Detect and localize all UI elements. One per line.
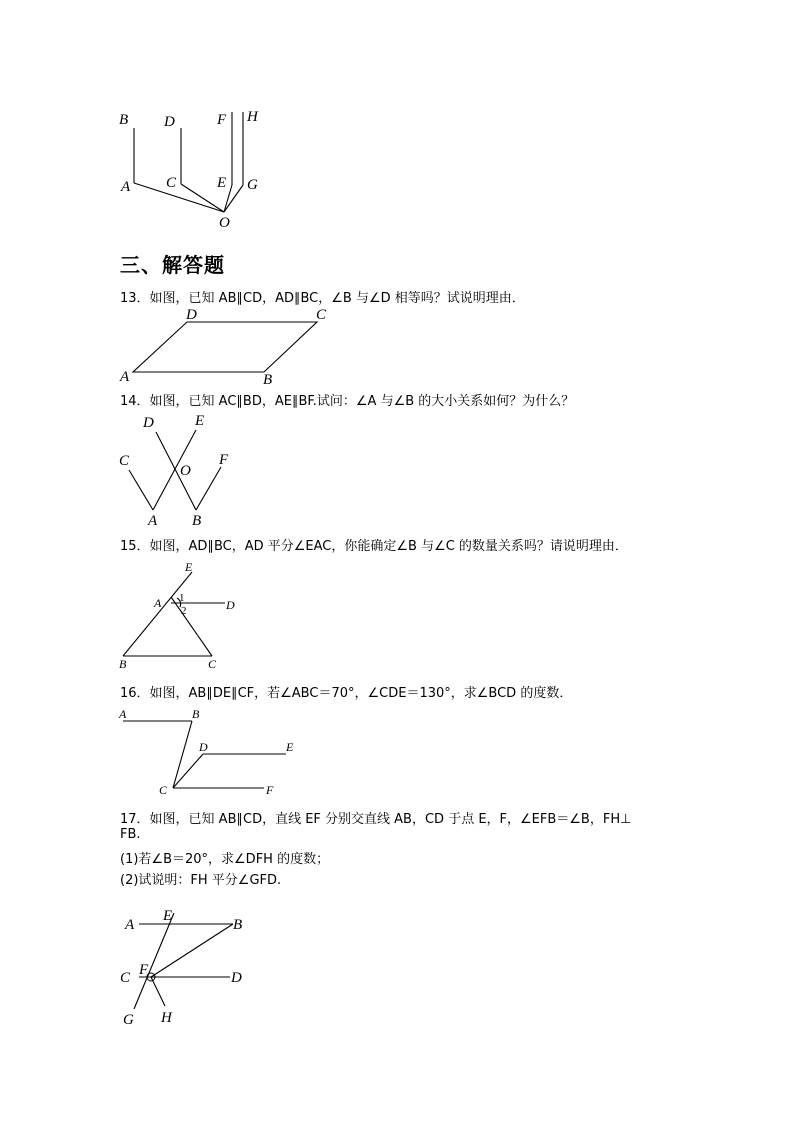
- line-ca: [129, 470, 153, 510]
- segment-eo: [224, 185, 232, 212]
- segment-co: [181, 184, 224, 212]
- question-14: 14．如图，已知 AC∥BD，AE∥BF.试问：∠A 与∠B 的大小关系如何？为什么？: [120, 394, 575, 409]
- label-c: C: [166, 175, 177, 191]
- label-h: H: [161, 1010, 172, 1026]
- line-fh: [151, 977, 165, 1006]
- question-15: 15．如图，AD∥BC，AD 平分∠EAC，你能确定∠B 与∠C 的数量关系吗？请说明理由．: [120, 539, 628, 554]
- question-13: 13．如图，已知 AB∥CD，AD∥BC，∠B 与∠D 相等吗？试说明理由．: [120, 291, 525, 306]
- label-a: A: [121, 179, 131, 195]
- label-o: O: [180, 463, 191, 479]
- label-c: C: [120, 970, 131, 986]
- question-17-part-1: (1)若∠B＝20°，求∠DFH 的度数；: [120, 852, 330, 867]
- label-e: E: [163, 908, 173, 924]
- label-d: D: [226, 598, 235, 612]
- line-cd: [173, 754, 203, 788]
- question-17-line-1: 17．如图，已知 AB∥CD，直线 EF 分别交直线 AB，CD 于点 E，F，∠EFB＝∠B，FH⊥: [120, 812, 632, 827]
- label-h: H: [247, 109, 258, 125]
- label-f: F: [217, 112, 227, 128]
- label-d: D: [231, 970, 242, 986]
- line-bf: [196, 467, 221, 510]
- question-17-part-2: (2)试说明：FH 平分∠GFD.: [120, 873, 282, 888]
- label-d: D: [164, 114, 175, 130]
- label-angle-1: 1: [179, 592, 185, 604]
- label-g: G: [123, 1012, 134, 1028]
- label-b: B: [233, 917, 243, 933]
- label-f: F: [266, 783, 274, 797]
- line-ae: [153, 430, 196, 510]
- label-a: A: [120, 369, 130, 385]
- label-d: D: [199, 740, 208, 754]
- label-d: D: [143, 415, 154, 431]
- label-a: A: [154, 596, 162, 610]
- line-db: [156, 432, 196, 510]
- section-heading: 三、解答题: [120, 253, 225, 277]
- label-e: E: [195, 413, 205, 429]
- label-angle-2: 2: [181, 605, 187, 617]
- label-b: B: [192, 707, 200, 721]
- line-ef-g: [134, 913, 174, 1009]
- segment-go: [224, 185, 243, 212]
- angle-marker: [147, 973, 155, 981]
- label-a: A: [125, 917, 135, 933]
- label-b: B: [119, 112, 129, 128]
- label-c: C: [159, 783, 168, 797]
- line-bf: [151, 924, 233, 977]
- label-e: E: [286, 740, 294, 754]
- parallelogram-abcd: [133, 322, 317, 372]
- line-bc: [173, 721, 192, 788]
- segment-ao: [134, 183, 224, 212]
- label-d: D: [186, 307, 197, 323]
- label-o: O: [219, 215, 230, 231]
- line-ca: [171, 597, 212, 656]
- angle-arc: [177, 598, 181, 607]
- label-c: C: [208, 657, 217, 671]
- line-eb: [123, 572, 192, 656]
- label-f: F: [139, 962, 149, 978]
- label-a: A: [119, 707, 127, 721]
- label-f: F: [219, 452, 229, 468]
- label-b: B: [119, 657, 127, 671]
- label-a: A: [148, 513, 158, 529]
- label-b: B: [192, 513, 202, 529]
- label-b: B: [263, 372, 273, 388]
- label-c: C: [316, 307, 327, 323]
- question-17-line-2: FB.: [120, 827, 141, 842]
- label-g: G: [247, 177, 258, 193]
- question-16: 16．如图，AB∥DE∥CF，若∠ABC＝70°，∠CDE＝130°，求∠BCD 的度数．: [120, 686, 573, 701]
- label-e: E: [185, 560, 193, 574]
- label-e: E: [217, 175, 227, 191]
- label-c: C: [119, 453, 130, 469]
